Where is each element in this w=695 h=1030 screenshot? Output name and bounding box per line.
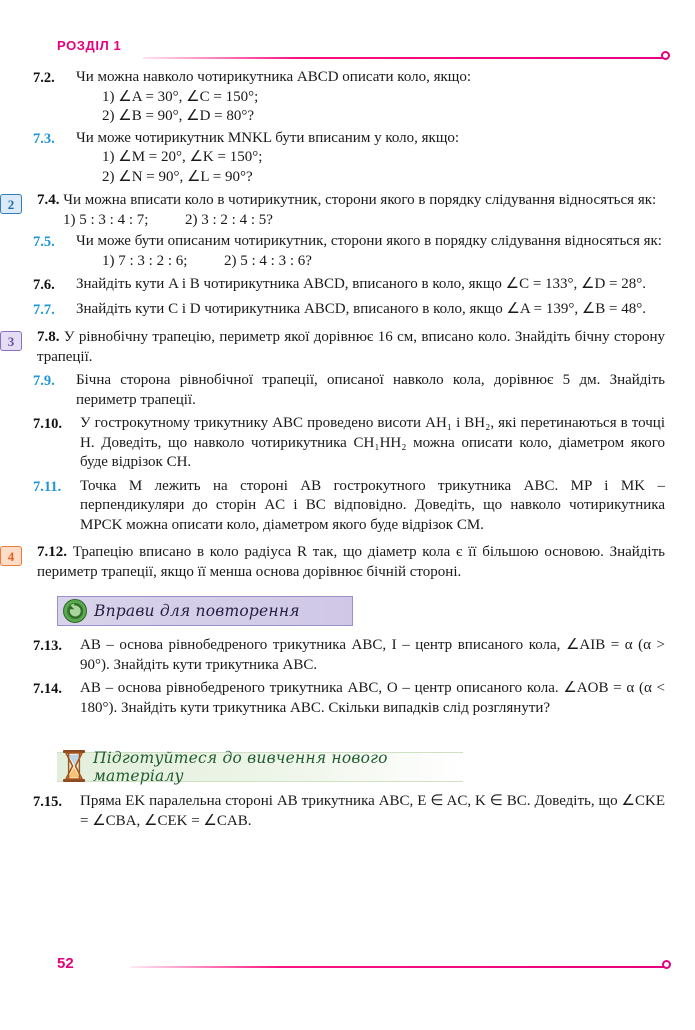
exercise-number: 7.2.	[33, 70, 55, 86]
exercise-text: AB – основа рівнобедреного трикутника ABC, O – центр описаного кола. ∠AOB = α (α < 180°). Знайдіть кути трикутника ABC. Скільки випадків слід розглянути?	[80, 680, 665, 716]
exercise-number: 7.13.	[33, 638, 62, 654]
level-badge-3: 3	[0, 331, 22, 351]
exercise-number: 7.11.	[33, 478, 62, 495]
section-title-review: Вправи для повторення	[94, 602, 300, 620]
level-badge-slot	[0, 129, 33, 132]
page-header	[0, 0, 695, 62]
exercise-text	[76, 129, 665, 188]
exercise-line: Чи можна вписати коло в чотирикутник, сторони якого в порядку слідування відносяться як:	[63, 192, 657, 208]
exercise-number: 7.15.	[33, 794, 62, 810]
exercise-text	[33, 191, 665, 230]
exercise-subitem: 1) ∠M = 20°, ∠K = 150°;	[102, 149, 263, 165]
exercise-number: 7.9.	[33, 373, 55, 389]
level-badge-slot	[0, 371, 33, 374]
exercise-item	[0, 414, 695, 473]
exercise-number: 7.10.	[33, 416, 62, 432]
section-banner-review	[57, 596, 353, 626]
exercise-text: Пряма EK паралельна стороні AB трикутника ABC, E ∈ AC, K ∈ BC. Доведіть, що ∠CKE = ∠CBA, ∠CEK = ∠CAB.	[80, 793, 665, 829]
exercise-number: 7.7.	[33, 301, 55, 318]
level-badge-slot	[0, 414, 33, 417]
exercise-text: Знайдіть кути C і D чотирикутника ABCD, вписаного в коло, якщо ∠A = 139°, ∠B = 48°.	[76, 300, 647, 317]
exercise-item	[0, 275, 695, 296]
exercise-line: Чи може бути описаним чотирикутник, сторони якого в порядку слідування відносяться як:	[76, 233, 662, 249]
exercise-text	[76, 232, 665, 271]
exercise-item	[0, 232, 695, 271]
page-number: 52	[57, 955, 74, 972]
exercise-line: У рівнобічну трапецію, периметр якої дорівнює 16 см, вписано коло. Знайдіть бічну сторону трапеції.	[37, 329, 666, 365]
exercise-item	[0, 477, 695, 536]
level-badge-slot	[0, 792, 33, 795]
exercise-subitems	[76, 252, 665, 272]
exercise-line: Чи може чотирикутник MNKL бути вписаним у коло, якщо:	[76, 129, 460, 146]
exercise-item	[0, 543, 695, 582]
exercise-subitem: 1) 5 : 3 : 4 : 7;	[63, 211, 149, 228]
exercise-item	[0, 300, 695, 321]
exercise-number: 7.3.	[33, 130, 55, 147]
chapter-label: РОЗДІЛ 1	[57, 38, 122, 53]
exercise-subitem: 2) ∠B = 90°, ∠D = 80°?	[102, 108, 255, 124]
exercise-subitem: 2) 5 : 4 : 3 : 6?	[224, 252, 312, 269]
exercise-number: 7.8.	[37, 329, 60, 345]
level-badge-slot	[0, 328, 33, 351]
exercise-text: У гострокутному трикутнику ABC проведено висоти AH₁ і BH₂, які перетинаються в точці H. Доведіть, що навколо чотирикутника CH₁HH₂ можна описати коло, діаметром якого буде відрізок CH.	[80, 415, 665, 470]
exercise-number: 7.4.	[37, 192, 60, 208]
refresh-circle-icon	[62, 598, 88, 624]
section-banner-prepare	[57, 749, 463, 785]
footer-divider	[130, 966, 666, 968]
exercise-item	[0, 636, 695, 675]
exercise-text: Бічна сторона рівнобічної трапеції, описаної навколо кола, дорівнює 5 дм. Знайдіть периметр трапеції.	[76, 372, 665, 408]
exercise-text: Знайдіть кути A і B чотирикутника ABCD, вписаного в коло, якщо ∠C = 133°, ∠D = 28°.	[76, 276, 647, 292]
level-badge-4: 4	[0, 546, 22, 566]
exercise-item	[0, 328, 695, 367]
exercise-text: Точка M лежить на стороні AB гострокутного трикутника ABC. MP і MK – перпендикуляри до сторін AC і BC відповідно. Доведіть, що навколо чотирикутника MPCK можна описати коло, діаметром якого буде відрізок CM.	[80, 477, 665, 533]
exercise-line: Трапецію вписано в коло радіуса R так, що діаметр кола є її більшою основою. Знайдіть периметр трапеції, якщо її менша основа дорівнює бічній стороні.	[37, 544, 666, 580]
level-badge-slot	[0, 275, 33, 278]
exercise-text	[76, 68, 665, 127]
level-badge-slot	[0, 300, 33, 303]
exercise-subitem: 2) ∠N = 90°, ∠L = 90°?	[102, 168, 253, 185]
level-badge-2: 2	[0, 194, 22, 214]
exercise-subitem: 1) ∠A = 30°, ∠C = 150°;	[102, 88, 259, 105]
level-badge-slot	[0, 679, 33, 682]
exercise-subitem: 1) 7 : 3 : 2 : 6;	[102, 252, 188, 269]
exercise-number: 7.14.	[33, 681, 62, 697]
exercise-item	[0, 371, 695, 410]
level-badge-slot	[0, 477, 33, 480]
header-divider	[143, 57, 665, 59]
level-badge-slot	[0, 68, 33, 71]
exercise-content	[0, 68, 695, 833]
level-badge-slot	[0, 232, 33, 235]
section-title-prepare: Підготуйтеся до вивчення нового матеріалу	[93, 749, 388, 785]
exercise-line: Чи можна навколо чотирикутника ABCD описати коло, якщо:	[76, 69, 472, 85]
footer-dot-decoration	[662, 960, 671, 969]
exercise-subitem: 2) 3 : 2 : 4 : 5?	[185, 211, 273, 228]
level-badge-slot	[0, 543, 33, 566]
level-badge-slot	[0, 191, 33, 214]
exercise-item	[0, 68, 695, 127]
exercise-item	[0, 792, 695, 831]
exercise-item	[0, 129, 695, 188]
exercise-subitems	[37, 211, 665, 231]
header-dot-decoration	[661, 51, 670, 60]
exercise-text	[33, 328, 665, 367]
exercise-number: 7.12.	[37, 544, 67, 560]
exercise-item	[0, 191, 695, 230]
exercise-item	[0, 679, 695, 718]
exercise-number: 7.5.	[33, 234, 55, 250]
hourglass-icon	[59, 749, 89, 783]
exercise-number: 7.6.	[33, 277, 55, 293]
exercise-text: AB – основа рівнобедреного трикутника ABC, I – центр вписаного кола, ∠AIB = α (α > 90°). Знайдіть кути трикутника ABC.	[80, 637, 665, 673]
level-badge-slot	[0, 636, 33, 639]
exercise-text	[33, 543, 665, 582]
